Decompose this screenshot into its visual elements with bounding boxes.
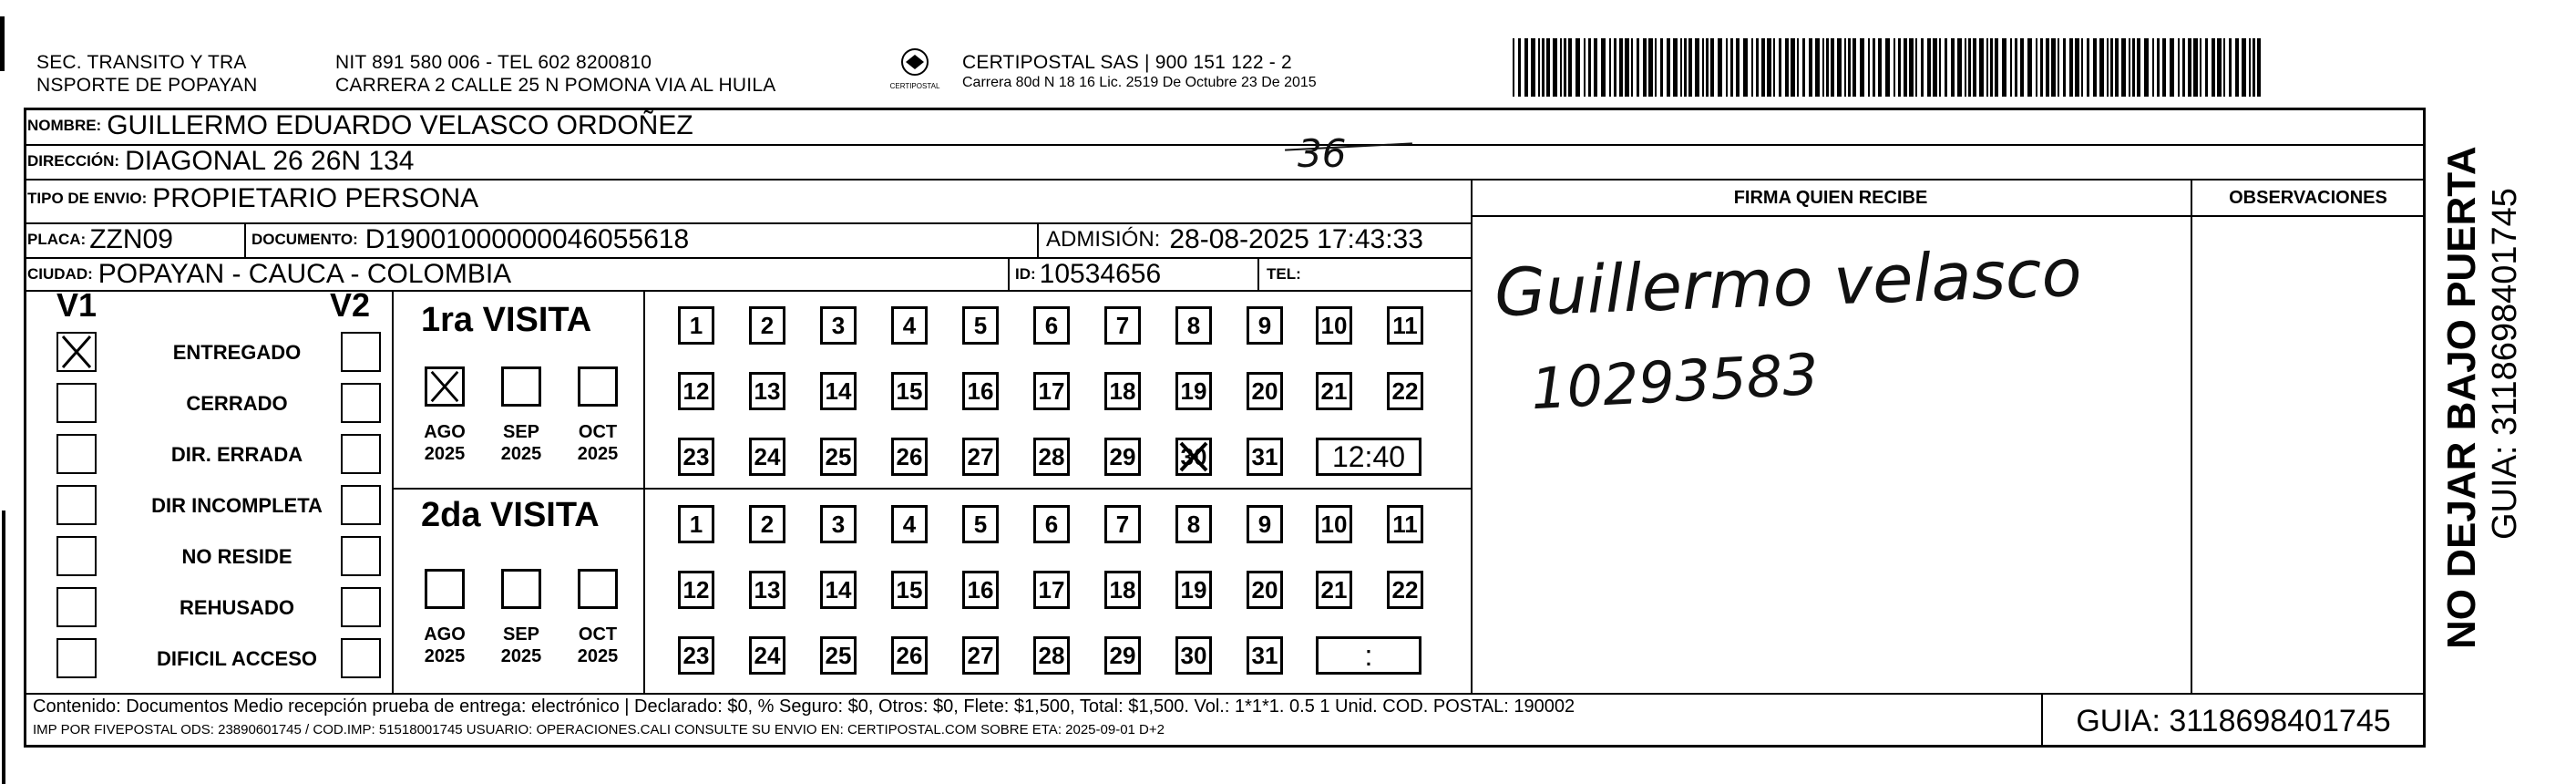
barcode-bar xyxy=(2170,38,2174,97)
barcode-bar xyxy=(1779,38,1781,97)
day-box[interactable]: 29 xyxy=(1104,636,1141,675)
company-sub: Carrera 80d N 18 16 Lic. 2519 De Octubre 23 De 2015 xyxy=(962,75,1317,90)
col-divider xyxy=(1257,257,1259,290)
direccion-label: DIRECCIÓN: xyxy=(27,152,120,170)
nombre-row xyxy=(27,109,693,142)
documento-label: DOCUMENTO: xyxy=(251,231,358,248)
col-divider xyxy=(643,290,645,693)
barcode-bar xyxy=(1564,38,1566,97)
day-box[interactable]: 11 xyxy=(1387,306,1423,345)
footer-contenido: Contenido: Documentos Medio recepción prueba de entrega: electrónico | Declarado: $0, % Seguro: $0, Otros: $0, Flete: $1,500, Total: $1,500. Vol.: 1*1*1. 0.5 1 Unid. COD. POSTAL: 190002 xyxy=(33,696,1575,717)
barcode-bar xyxy=(1730,38,1733,97)
barcode-bar xyxy=(2015,38,2017,97)
barcode-bar xyxy=(1904,38,1907,97)
day-box[interactable]: 28 xyxy=(1033,438,1070,476)
day-box[interactable]: 29 xyxy=(1104,438,1141,476)
barcode-bar xyxy=(2178,38,2180,97)
barcode-bar xyxy=(1826,38,1829,97)
logo-icon xyxy=(886,44,944,98)
day-box[interactable]: 11 xyxy=(1387,505,1423,543)
barcode-bar xyxy=(1898,38,1901,97)
barcode-bar xyxy=(2223,38,2225,97)
barcode-bar xyxy=(2107,38,2109,97)
barcode-bar xyxy=(1568,38,1572,97)
day-box[interactable]: 20 xyxy=(1247,372,1283,410)
barcode-bar xyxy=(1695,38,1699,97)
id-label: ID: xyxy=(1015,265,1036,283)
month-label: AGO 2025 xyxy=(424,624,466,666)
edge-mark xyxy=(0,16,5,71)
admision-label: ADMISIÓN: xyxy=(1046,227,1161,252)
barcode-bar xyxy=(2010,38,2012,97)
barcode-bar xyxy=(1594,38,1597,97)
footer-divider xyxy=(24,693,2426,695)
barcode-bar xyxy=(1560,38,1562,97)
barcode-bar xyxy=(1625,38,1629,97)
barcode-bar xyxy=(2205,38,2208,97)
barcode-bar xyxy=(1785,38,1789,97)
barcode-bar xyxy=(2075,38,2079,97)
side-guia: GUIA: 3118698401745 xyxy=(2486,188,2524,540)
observaciones-header: OBSERVACIONES xyxy=(2229,188,2387,208)
nit-line: NIT 891 580 006 - TEL 602 8200810 xyxy=(335,52,652,73)
barcode-bar xyxy=(1921,38,1924,97)
barcode-bar xyxy=(2242,38,2246,97)
barcode-bar xyxy=(2257,38,2261,97)
sender-line-2: NSPORTE DE POPAYAN xyxy=(36,75,258,96)
v2-checkbox[interactable] xyxy=(341,383,381,423)
day-number: 30 xyxy=(1180,442,1207,470)
day-box[interactable]: 3 xyxy=(820,505,857,543)
direccion-value: DIAGONAL 26 26N 134 xyxy=(125,146,415,176)
month-checkbox[interactable] xyxy=(425,569,465,609)
barcode-bar xyxy=(1860,38,1864,97)
barcode-bar xyxy=(1809,38,1812,97)
id-value: 10534656 xyxy=(1039,259,1162,289)
barcode-bar xyxy=(2212,38,2215,97)
visit2-title: 2da VISITA xyxy=(421,496,600,534)
day-box[interactable]: 6 xyxy=(1033,505,1070,543)
barcode-bar xyxy=(2188,38,2191,97)
day-box[interactable]: 13 xyxy=(749,372,785,410)
x-mark-icon xyxy=(1178,440,1209,473)
day-box[interactable]: 21 xyxy=(1316,372,1352,410)
v2-checkbox[interactable] xyxy=(341,536,381,576)
day-box[interactable]: 28 xyxy=(1033,636,1070,675)
day-box[interactable]: 22 xyxy=(1387,372,1423,410)
company-line: CERTIPOSTAL SAS | 900 151 122 - 2 xyxy=(962,52,1292,73)
day-box[interactable]: 18 xyxy=(1104,372,1141,410)
barcode-bar xyxy=(1973,38,1976,97)
barcode-bar xyxy=(1979,38,1984,97)
tipo-value: PROPIETARIO PERSONA xyxy=(152,183,479,213)
day-box[interactable]: 2 xyxy=(749,505,785,543)
status-label: NO RESIDE xyxy=(181,545,292,568)
barcode-bar xyxy=(1878,38,1882,97)
day-box[interactable]: 6 xyxy=(1033,306,1070,345)
day-box[interactable]: 24 xyxy=(749,438,785,476)
month-checkbox[interactable] xyxy=(578,569,618,609)
barcode-bar xyxy=(1614,38,1616,97)
footer-guia: GUIA: 3118698401745 xyxy=(2076,704,2391,738)
id-cell xyxy=(1015,258,1161,291)
day-box[interactable]: 31 xyxy=(1247,636,1283,675)
barcode-bar xyxy=(1844,38,1846,97)
barcode-bar xyxy=(1791,38,1795,97)
time-box[interactable]: 12:40 xyxy=(1316,438,1421,476)
day-box[interactable]: 4 xyxy=(891,505,928,543)
day-box[interactable]: 22 xyxy=(1387,571,1423,609)
barcode-bar xyxy=(2200,38,2201,97)
firma-header: FIRMA QUIEN RECIBE xyxy=(1733,188,1928,208)
day-box[interactable]: 14 xyxy=(820,372,857,410)
barcode-bar xyxy=(2132,38,2135,97)
barcode-bar xyxy=(1736,38,1740,97)
day-box[interactable]: 31 xyxy=(1247,438,1283,476)
day-box[interactable] xyxy=(1175,438,1212,476)
month-checkbox[interactable] xyxy=(578,366,618,407)
day-box[interactable]: 16 xyxy=(962,571,999,609)
barcode-bar xyxy=(1852,38,1856,97)
barcode-bar xyxy=(1868,38,1870,97)
barcode-bar xyxy=(1584,38,1586,97)
barcode-bar xyxy=(1609,38,1611,97)
barcode-bar xyxy=(1546,38,1550,97)
barcode-bar xyxy=(2115,38,2119,97)
barcode-bar xyxy=(1927,38,1931,97)
barcode-bar xyxy=(1909,38,1914,97)
month-label: OCT 2025 xyxy=(577,624,619,666)
barcode-bar xyxy=(2093,38,2097,97)
month-checkbox[interactable] xyxy=(425,366,465,407)
v2-checkbox[interactable] xyxy=(341,587,381,627)
barcode-bar xyxy=(2087,38,2089,97)
barcode-bar xyxy=(1513,38,1514,97)
barcode-bar xyxy=(1588,38,1591,97)
month-label: SEP 2025 xyxy=(500,624,542,666)
status-label: ENTREGADO xyxy=(172,341,302,364)
footer-imp: IMP POR FIVEPOSTAL ODS: 23890601745 / COD.IMP: 51518001745 USUARIO: OPERACIONES.CALI CONSULTE SU ENVIO EN: CERTIPOSTAL.COM SOBRE ETA: 2025-09-01 D+2 xyxy=(33,722,1165,738)
status-label: DIFICIL ACCESO xyxy=(156,647,317,670)
barcode-bar xyxy=(2229,38,2232,97)
barcode-bar xyxy=(2249,38,2251,97)
header-divider xyxy=(1471,215,2426,217)
day-box[interactable]: 5 xyxy=(962,306,999,345)
side-warning: NO DEJAR BAJO PUERTA xyxy=(2439,146,2484,649)
barcode-bar xyxy=(1637,38,1639,97)
barcode-bar xyxy=(2040,38,2043,97)
barcode-bar xyxy=(2020,38,2024,97)
barcode-bar xyxy=(2157,38,2160,97)
sender-name xyxy=(36,51,257,97)
barcode-bar xyxy=(2110,38,2113,97)
day-box[interactable]: 7 xyxy=(1104,505,1141,543)
barcode-bar xyxy=(1684,38,1687,97)
barcode-bar xyxy=(1542,38,1545,97)
v2-checkbox[interactable] xyxy=(341,485,381,525)
day-box[interactable]: 10 xyxy=(1316,306,1352,345)
day-box[interactable]: 26 xyxy=(891,438,928,476)
day-box[interactable]: 17 xyxy=(1033,372,1070,410)
barcode-bar xyxy=(2193,38,2198,97)
placa-value: ZZN09 xyxy=(89,224,173,254)
ciudad-row xyxy=(27,258,511,291)
time-box[interactable]: : xyxy=(1316,636,1421,675)
barcode-bar xyxy=(1756,38,1759,97)
barcode-bar xyxy=(1631,38,1633,97)
barcode-bar xyxy=(1702,38,1704,97)
ciudad-value: POPAYAN - CAUCA - COLOMBIA xyxy=(97,259,512,289)
day-box[interactable]: 17 xyxy=(1033,571,1070,609)
v1-header: V1 xyxy=(56,286,97,324)
barcode-bar xyxy=(1986,38,1988,97)
day-box[interactable]: 8 xyxy=(1175,505,1212,543)
day-box[interactable]: 9 xyxy=(1247,505,1283,543)
sender-address xyxy=(335,51,775,97)
barcode-bar xyxy=(1995,38,1998,97)
day-box[interactable]: 19 xyxy=(1175,571,1212,609)
barcode-bar xyxy=(1797,38,1799,97)
barcode-bar xyxy=(2058,38,2059,97)
month-label: OCT 2025 xyxy=(577,422,619,464)
barcode-bar xyxy=(1951,38,1955,97)
day-box[interactable]: 20 xyxy=(1247,571,1283,609)
tel-cell xyxy=(1267,258,1305,291)
barcode-bar xyxy=(2036,38,2037,97)
barcode-bar xyxy=(1957,38,1962,97)
placa-label: PLACA: xyxy=(27,231,87,248)
placa-row xyxy=(27,223,173,256)
barcode-bar xyxy=(1743,38,1748,97)
day-box[interactable]: 13 xyxy=(749,571,785,609)
row-divider xyxy=(24,179,2426,181)
col-divider xyxy=(1037,222,1039,257)
direccion-handwritten: 36 xyxy=(1298,131,1347,176)
day-box[interactable]: 8 xyxy=(1175,306,1212,345)
barcode-bar xyxy=(1802,38,1805,97)
tel-label: TEL: xyxy=(1267,265,1301,283)
documento-cell xyxy=(251,223,689,256)
col-divider xyxy=(392,290,394,693)
month-checkbox[interactable] xyxy=(501,569,541,609)
col-divider xyxy=(244,222,246,257)
day-box[interactable]: 30 xyxy=(1175,636,1212,675)
v2-checkbox[interactable] xyxy=(341,332,381,372)
barcode-bar xyxy=(1553,38,1557,97)
month-checkbox[interactable] xyxy=(501,366,541,407)
barcode-bar xyxy=(1575,38,1580,97)
status-label: CERRADO xyxy=(186,392,288,415)
barcode-bar xyxy=(2182,38,2185,97)
barcode-bar xyxy=(2099,38,2104,97)
barcode-bar xyxy=(2121,38,2126,97)
barcode-bar xyxy=(1619,38,1623,97)
status-label: REHUSADO xyxy=(180,596,294,619)
day-box[interactable]: 1 xyxy=(678,505,714,543)
day-box[interactable]: 18 xyxy=(1104,571,1141,609)
day-box[interactable]: 25 xyxy=(820,636,857,675)
logo-text: CERTIPOSTAL xyxy=(889,82,940,90)
address-line: CARRERA 2 CALLE 25 N POMONA VIA AL HUILA xyxy=(335,75,776,96)
barcode-bar xyxy=(2069,38,2073,97)
month-label: SEP 2025 xyxy=(500,422,542,464)
barcode-bar xyxy=(2144,38,2149,97)
barcode-bar xyxy=(1680,38,1682,97)
day-box[interactable]: 15 xyxy=(891,372,928,410)
barcode-bar xyxy=(1990,38,1993,97)
barcode-bar xyxy=(2152,38,2154,97)
documento-value: D19001000000046055618 xyxy=(364,224,690,254)
barcode-bar xyxy=(2046,38,2049,97)
status-label: DIR. ERRADA xyxy=(170,443,303,466)
day-box[interactable]: 23 xyxy=(678,636,714,675)
barcode-bar xyxy=(1655,38,1657,97)
barcode-bar xyxy=(1761,38,1765,97)
barcode-bar xyxy=(1894,38,1895,97)
barcode-bar xyxy=(2137,38,2140,97)
barcode-bar xyxy=(1531,38,1535,97)
barcode-bar xyxy=(1965,38,1966,97)
barcode-bar xyxy=(2162,38,2166,97)
day-box[interactable]: 4 xyxy=(891,306,928,345)
barcode-bar xyxy=(1815,38,1820,97)
day-box[interactable]: 19 xyxy=(1175,372,1212,410)
day-box[interactable]: 21 xyxy=(1316,571,1352,609)
direccion-row xyxy=(27,145,414,178)
barcode-bar xyxy=(2002,38,2006,97)
tipo-row xyxy=(27,182,478,215)
status-label: DIR INCOMPLETA xyxy=(151,494,323,517)
tipo-label: TIPO DE ENVIO: xyxy=(27,190,148,207)
barcode-bar xyxy=(1673,38,1678,97)
nombre-label: NOMBRE: xyxy=(27,117,102,134)
signature-name: Guillermo velasco xyxy=(1493,233,2083,332)
barcode-bar xyxy=(1945,38,1947,97)
barcode-bar xyxy=(1518,38,1521,97)
barcode-bar xyxy=(1643,38,1647,97)
v2-checkbox[interactable] xyxy=(341,434,381,474)
barcode-bar xyxy=(1524,38,1528,97)
barcode-bar xyxy=(2051,38,2056,97)
certipostal-logo xyxy=(886,44,944,98)
barcode-bar xyxy=(1667,38,1670,97)
day-box[interactable]: 26 xyxy=(891,636,928,675)
barcode-bar xyxy=(2253,38,2255,97)
barcode-bar xyxy=(1688,38,1692,97)
company-info xyxy=(962,51,1317,92)
day-box[interactable]: 9 xyxy=(1247,306,1283,345)
barcode-bar xyxy=(1933,38,1937,97)
barcode-bar xyxy=(1718,38,1722,97)
col-divider xyxy=(2191,179,2192,693)
day-box[interactable]: 5 xyxy=(962,505,999,543)
day-box[interactable]: 3 xyxy=(820,306,857,345)
barcode-bar xyxy=(1939,38,1941,97)
barcode-bar xyxy=(1915,38,1917,97)
day-box[interactable]: 12 xyxy=(678,571,714,609)
barcode-bar xyxy=(2081,38,2083,97)
day-box[interactable]: 25 xyxy=(820,438,857,476)
day-box[interactable]: 1 xyxy=(678,306,714,345)
col-divider xyxy=(1008,257,1010,290)
barcode-bar xyxy=(2129,38,2130,97)
day-box[interactable]: 12 xyxy=(678,372,714,410)
day-box[interactable]: 7 xyxy=(1104,306,1141,345)
visit-divider xyxy=(392,488,1471,490)
edge-mark xyxy=(2,511,5,784)
day-box[interactable]: 24 xyxy=(749,636,785,675)
day-box[interactable]: 27 xyxy=(962,636,999,675)
day-box[interactable]: 23 xyxy=(678,438,714,476)
barcode-bar xyxy=(1751,38,1753,97)
visit1-title: 1ra VISITA xyxy=(421,301,592,339)
day-box[interactable]: 27 xyxy=(962,438,999,476)
barcode-bar xyxy=(1767,38,1771,97)
v2-checkbox[interactable] xyxy=(341,638,381,678)
barcode-bar xyxy=(1848,38,1851,97)
x-mark-icon xyxy=(58,334,95,370)
signature-number: 10293583 xyxy=(1529,340,1821,423)
day-box[interactable]: 15 xyxy=(891,571,928,609)
barcode-bar xyxy=(1773,38,1775,97)
barcode-bar xyxy=(1822,38,1824,97)
barcode-bar xyxy=(2217,38,2222,97)
x-mark-icon xyxy=(427,369,462,404)
barcode-bar xyxy=(1660,38,1663,97)
ciudad-label: CIUDAD: xyxy=(27,265,93,283)
day-box[interactable]: 10 xyxy=(1316,505,1352,543)
barcode-bar xyxy=(1968,38,1971,97)
barcode-bar xyxy=(2027,38,2032,97)
barcode-bar xyxy=(2235,38,2239,97)
nombre-value: GUILLERMO EDUARDO VELASCO ORDOÑEZ xyxy=(107,110,693,140)
barcode-bar xyxy=(1710,38,1714,97)
v2-header: V2 xyxy=(330,286,371,324)
barcode-bar xyxy=(2063,38,2066,97)
barcode-bar xyxy=(1726,38,1728,97)
barcode-bar xyxy=(1885,38,1890,97)
admision-value: 28-08-2025 17:43:33 xyxy=(1169,224,1423,254)
day-box[interactable]: 2 xyxy=(749,306,785,345)
side-text xyxy=(2438,139,2540,649)
month-label: AGO 2025 xyxy=(424,422,466,464)
day-box[interactable]: 16 xyxy=(962,372,999,410)
barcode-bar xyxy=(1873,38,1875,97)
barcode-bar xyxy=(1837,38,1842,97)
sender-line-1: SEC. TRANSITO Y TRA xyxy=(36,52,247,73)
barcode-bar xyxy=(1831,38,1834,97)
day-box[interactable]: 14 xyxy=(820,571,857,609)
barcode-bar xyxy=(1538,38,1540,97)
barcode xyxy=(1513,38,2263,97)
admision-cell xyxy=(1046,223,1423,256)
barcode-bar xyxy=(1601,38,1606,97)
barcode-bar xyxy=(1648,38,1653,97)
col-divider xyxy=(1471,179,1473,693)
barcode-bar xyxy=(1706,38,1709,97)
